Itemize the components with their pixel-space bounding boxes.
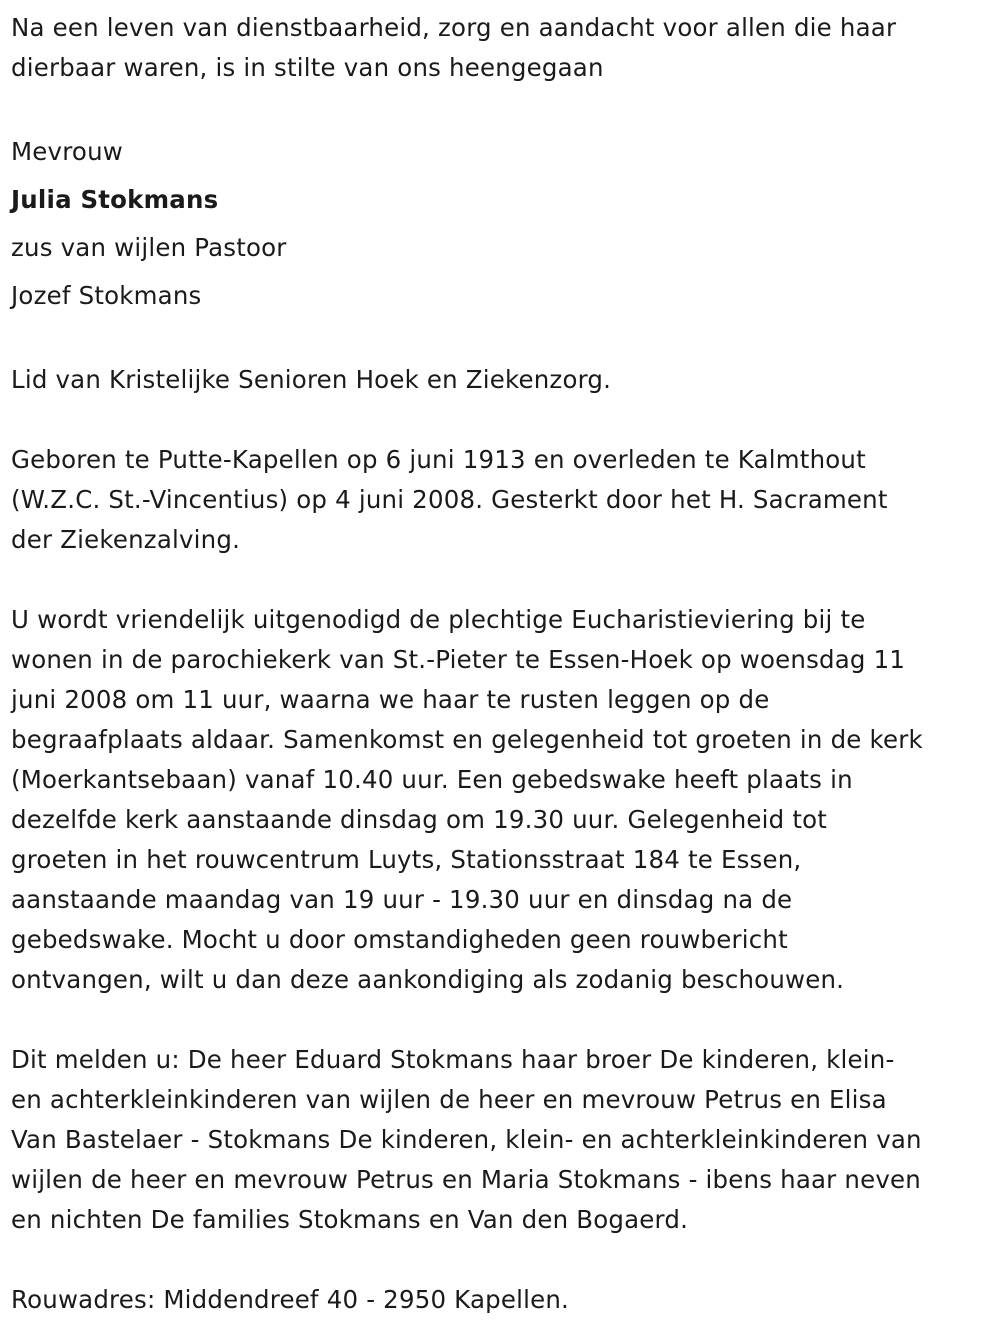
birth-death-line-1: Geboren te Putte-Kapellen op 6 juni 1913 en overleden te Kalmthout: [11, 445, 866, 474]
address-paragraph: [11, 1280, 993, 1320]
intro-paragraph: [11, 8, 993, 88]
ceremony-line-2: wonen in de parochiekerk van St.-Pieter te Essen-Hoek op woensdag 11: [11, 645, 906, 674]
birth-death-line-2: (W.Z.C. St.-Vincentius) op 4 juni 2008. Gesterkt door het H. Sacrament: [11, 485, 888, 514]
deceased-name: Julia Stokmans: [11, 185, 219, 214]
family-line-1: Dit melden u: De heer Eduard Stokmans haar broer De kinderen, klein-: [11, 1045, 895, 1074]
family-line-5: en nichten De families Stokmans en Van den Bogaerd.: [11, 1205, 689, 1234]
ceremony-line-4: begraafplaats aldaar. Samenkomst en gelegenheid tot groeten in de kerk: [11, 725, 923, 754]
ceremony-line-8: aanstaande maandag van 19 uur - 19.30 uur en dinsdag na de: [11, 885, 793, 914]
paragraph-spacer: [11, 1000, 993, 1040]
family-line-2: en achterkleinkinderen van wijlen de heer en mevrouw Petrus en Elisa: [11, 1085, 887, 1114]
birth-death-paragraph: [11, 440, 993, 560]
ceremony-line-9: gebedswake. Mocht u door omstandigheden geen rouwbericht: [11, 925, 788, 954]
salutation: Mevrouw: [11, 137, 123, 166]
family-line-3: Van Bastelaer - Stokmans De kinderen, klein- en achterkleinkinderen van: [11, 1125, 922, 1154]
ceremony-paragraph: [11, 600, 993, 1000]
paragraph-spacer: [11, 560, 993, 600]
ceremony-line-7: groeten in het rouwcentrum Luyts, Stationsstraat 184 te Essen,: [11, 845, 802, 874]
ceremony-line-6: dezelfde kerk aanstaande dinsdag om 19.30 uur. Gelegenheid tot: [11, 805, 828, 834]
family-paragraph: [11, 1040, 993, 1240]
paragraph-spacer: [11, 320, 993, 360]
intro-line-1: Na een leven van dienstbaarheid, zorg en aandacht voor allen die haar: [11, 13, 897, 42]
relation-line-1: zus van wijlen Pastoor: [11, 233, 287, 262]
birth-death-line-3: der Ziekenzalving.: [11, 525, 241, 554]
paragraph-spacer: [11, 400, 993, 440]
ceremony-line-1: U wordt vriendelijk uitgenodigd de plechtige Eucharistieviering bij te: [11, 605, 866, 634]
ceremony-line-5: (Moerkantsebaan) vanaf 10.40 uur. Een gebedswake heeft plaats in: [11, 765, 853, 794]
family-line-4: wijlen de heer en mevrouw Petrus en Maria Stokmans - ibens haar neven: [11, 1165, 921, 1194]
membership-paragraph: [11, 360, 993, 400]
ceremony-line-10: ontvangen, wilt u dan deze aankondiging als zodanig beschouwen.: [11, 965, 845, 994]
mourning-address: Rouwadres: Middendreef 40 - 2950 Kapellen.: [11, 1285, 570, 1314]
membership-line-1: Lid van Kristelijke Senioren Hoek en Ziekenzorg.: [11, 365, 612, 394]
ceremony-line-3: juni 2008 om 11 uur, waarna we haar te rusten leggen op de: [11, 685, 770, 714]
intro-line-2: dierbaar waren, is in stilte van ons heengegaan: [11, 53, 604, 82]
paragraph-spacer: [11, 1240, 993, 1280]
relation-line-2: Jozef Stokmans: [11, 281, 202, 310]
person-block: [11, 128, 993, 320]
paragraph-spacer: [11, 88, 993, 128]
obituary-document: [11, 8, 993, 1320]
